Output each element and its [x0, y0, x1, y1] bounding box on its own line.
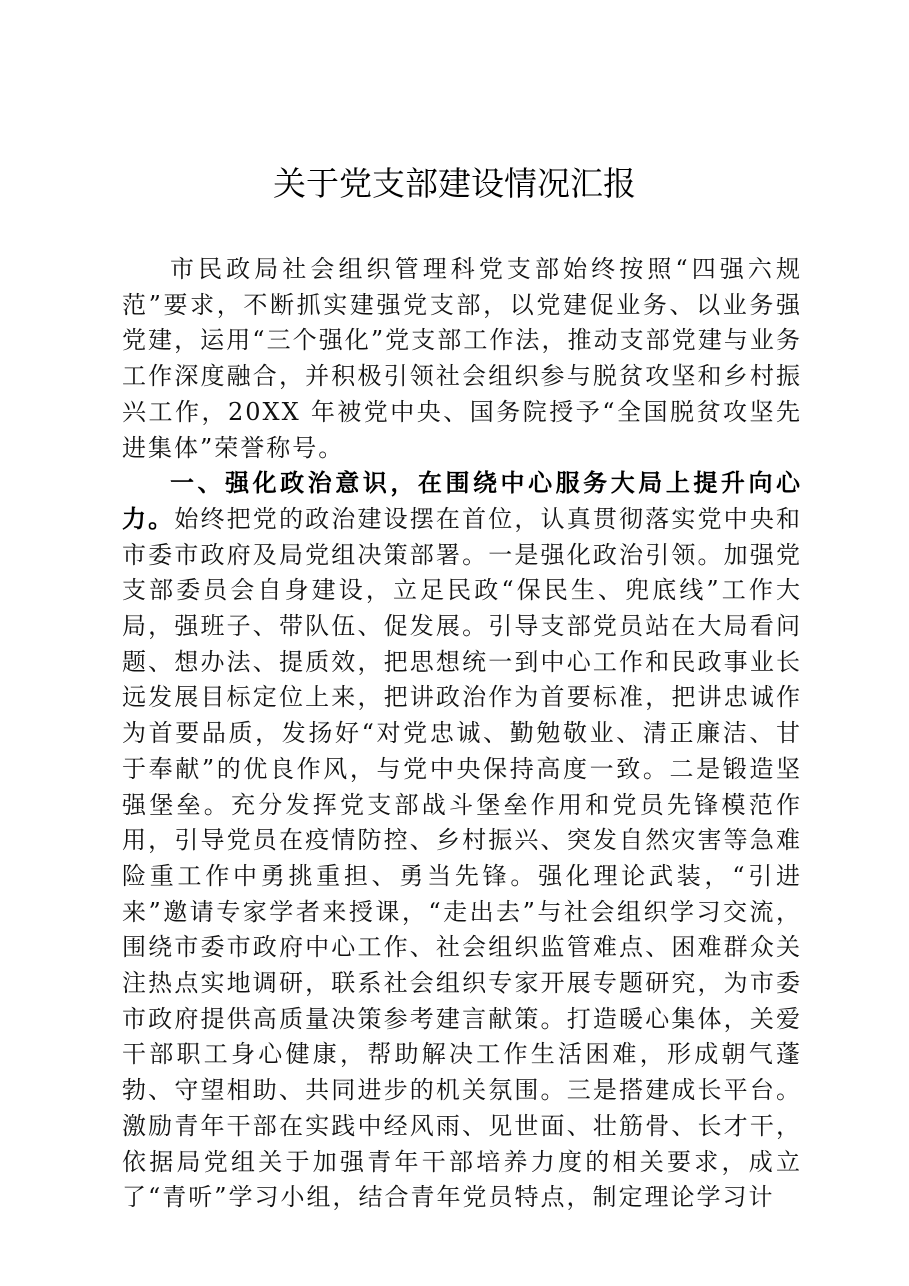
section-1-paragraph — [122, 466, 802, 1216]
document-body — [122, 252, 802, 1216]
section-1-body: 始终把党的政治建设摆在首位，认真贯彻落实党中央和市委市政府及局党组决策部署。一是强化政治引领。加强党支部委员会自身建设，立足民政“保民生、兜底线”工作大局，强班子、带队伍、促发展。引导支部党员站在大局看问题、想办法、提质效，把思想统一到中心工作和民政事业长远发展目标定位上来，把讲政治作为首要标准，把讲忠诚作为首要品质，发扬好“对党忠诚、勤勉敬业、清正廉洁、甘于奉献”的优良作风，与党中央保持高度一致。二是锻造坚强堡垒。充分发挥党支部战斗堡垒作用和党员先锋模范作用，引导党员在疫情防控、乡村振兴、突发自然灾害等急难险重工作中勇挑重担、勇当先锋。强化理论武装，“引进来”邀请专家学者来授课，“走出去”与社会组织学习交流，围绕市委市政府中心工作、社会组织监管难点、困难群众关注热点实地调研，联系社会组织专家开展专题研究，为市委市政府提供高质量决策参考建言献策。打造暖心集体，关爱干部职工身心健康，帮助解决工作生活困难，形成朝气蓬勃、守望相助、共同进步的机关氛围。三是搭建成长平台。激励青年干部在实践中经风雨、见世面、壮筋骨、长才干，依据局党组关于加强青年干部培养力度的相关要求，成立了“青听”学习小组，结合青年党员特点，制定理论学习计 — [122, 504, 803, 1212]
document-title: 关于党支部建设情况汇报 — [273, 164, 636, 203]
section-1-heading: 一、强化政治意识，在围绕中心服务大局上提升向心力。 — [122, 469, 802, 533]
intro-paragraph: 市民政局社会组织管理科党支部始终按照“四强六规范”要求，不断抓实建强党支部，以党建促业务、以业务强党建，运用“三个强化”党支部工作法，推动支部党建与业务工作深度融合，并积极引领社会组织参与脱贫攻坚和乡村振兴工作，20XX 年被党中央、国务院授予“全国脱贫攻坚先进集体”荣誉称号。 — [122, 255, 802, 462]
